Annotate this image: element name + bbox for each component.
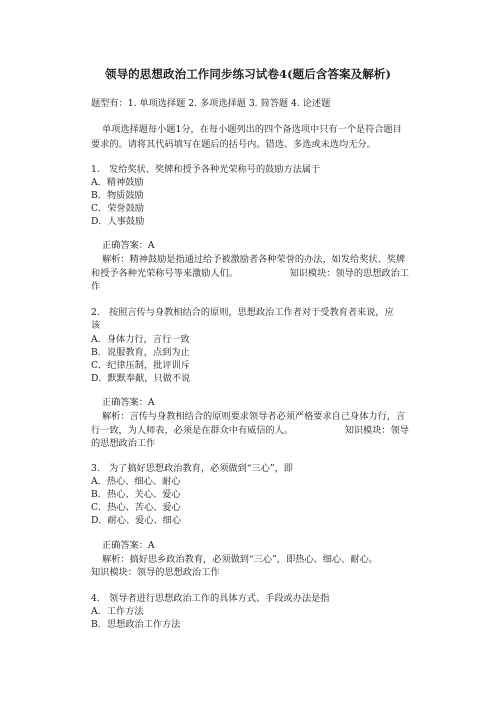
question-2-answer: 正确答案：A xyxy=(102,397,155,408)
question-1-option-c: C．荣誉鼓励 xyxy=(91,203,144,214)
question-2-analysis-cont xyxy=(91,424,409,438)
question-3-option-d: D．耐心、爱心、细心 xyxy=(91,515,182,526)
question-4-stem: 4. 领导者进行思想政治工作的具体方式、手段或办法是指 xyxy=(91,593,330,604)
question-2-option-a: A．身体力行，言行一致 xyxy=(91,334,190,345)
question-1-analysis-line2: 和授予各种光荣称号等来激励人们。 xyxy=(91,268,238,279)
question-3-option-b: B．热心、关心、爱心 xyxy=(91,489,181,500)
question-1-option-d: D．人事鼓励 xyxy=(91,216,145,227)
question-2-stem-cont: 该 xyxy=(91,320,101,331)
question-2-knowledge: 知识模块：领导 xyxy=(344,425,409,436)
question-2-option-d: D．默默奉献，只做不说 xyxy=(91,373,191,384)
question-1-analysis-cont xyxy=(91,267,409,281)
question-2-analysis: 解析：言传与身教相结合的原则要求领导者必须严格要求自己身体力行，言 xyxy=(102,411,406,422)
question-2-analysis-line2: 行一致，为人师表，必须是在群众中有威信的人。 xyxy=(91,425,294,436)
question-2-option-c: C．纪律压制，批评训斥 xyxy=(91,360,190,371)
page-title: 领导的思想政治工作同步练习试卷4(题后含答案及解析) xyxy=(105,67,391,81)
question-4-option-b: B．思想政治工作方法 xyxy=(91,619,181,630)
question-3-option-c: C．热心、苦心、爱心 xyxy=(91,502,181,513)
question-1-answer: 正确答案：A xyxy=(102,240,155,251)
question-1-stem: 1. 发给奖状、奖牌和授予各种光荣称号的鼓励方法属于 xyxy=(91,164,321,175)
question-types: 题型有：1. 单项选择题 2. 多项选择题 3. 简答题 4. 论述题 xyxy=(91,98,331,109)
instructions: 单项选择题每小题1分，在每小题列出的四个备选项中只有一个是符合题目要求的。请将其代码填写在题后的括号内。错选、多选或未选均无分。 xyxy=(91,124,402,150)
question-3-stem: 3. 为了搞好思想政治教育，必须做到“三心”，即 xyxy=(91,463,293,474)
question-3-analysis: 解析：搞好思乡政治教育，必须做到“三心”，即热心、细心、耐心。 xyxy=(102,554,378,565)
question-1-knowledge: 知识模块：领导的思想政治工 xyxy=(289,268,409,279)
question-2-option-b: B．说服教育，点到为止 xyxy=(91,347,190,358)
question-1-knowledge-cont: 作 xyxy=(91,281,101,292)
question-3-option-a: A．热心、细心、耐心 xyxy=(91,476,181,487)
question-1-option-b: B．物质鼓励 xyxy=(91,190,144,201)
question-2-stem: 2. 按照言传与身教相结合的原则，思想政治工作者对于受教育者来说，应 xyxy=(91,307,394,318)
question-1-option-a: A．精神鼓励 xyxy=(91,177,144,188)
question-2-knowledge-cont: 的思想政治工作 xyxy=(91,438,156,449)
question-3-answer: 正确答案：A xyxy=(102,540,155,551)
question-4-option-a: A．工作方法 xyxy=(91,606,144,617)
question-3-knowledge: 知识模块：领导的思想政治工作 xyxy=(91,567,220,578)
question-1-analysis: 解析：精神鼓励是指通过给予被激励者各种荣誉的办法，如发给奖状、奖牌 xyxy=(102,254,406,265)
